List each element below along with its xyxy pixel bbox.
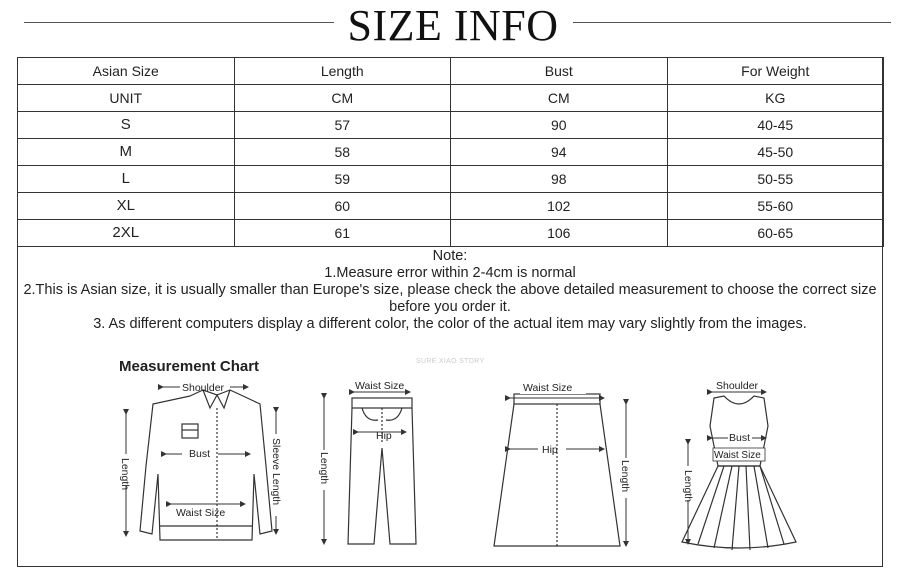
table-cell: 106 (451, 220, 668, 247)
note-line: 3. As different computers display a different color, the color of the actual item may vary slightly from the images. (93, 316, 807, 332)
pants-length-label: Length (318, 452, 330, 485)
table-cell: 60-65 (667, 220, 884, 247)
notes-heading: Note: (432, 248, 468, 264)
page-title: SIZE INFO (347, 1, 559, 50)
table-row (18, 166, 884, 193)
size-cell: S (18, 112, 235, 139)
shirt-sleeve-label: Sleeve Length (270, 438, 282, 506)
table-cell: 90 (451, 112, 668, 139)
table-row (18, 193, 884, 220)
table-cell: 98 (451, 166, 668, 193)
size-table (17, 57, 884, 247)
dress-shoulder-label: Shoulder (716, 380, 759, 392)
table-cell: 40-45 (667, 112, 884, 139)
shirt-shoulder-label: Shoulder (182, 382, 225, 394)
dress-waist-label: Waist Size (714, 450, 761, 461)
header-cell: Bust (451, 58, 668, 85)
measurement-chart (100, 346, 800, 560)
dress-length-label: Length (682, 470, 694, 503)
table-cell: 57 (234, 112, 451, 139)
unit-cell: CM (234, 85, 451, 112)
table-row (18, 112, 884, 139)
table-cell: 59 (234, 166, 451, 193)
pants-diagram (348, 398, 416, 544)
table-row (18, 139, 884, 166)
skirt-length-label: Length (619, 460, 631, 493)
skirt-diagram (494, 394, 620, 546)
shirt-bust-label: Bust (189, 448, 211, 460)
pants-waist-label: Waist Size (355, 380, 405, 392)
pants-hip-label: Hip (376, 430, 392, 442)
table-cell: 102 (451, 193, 668, 220)
table-cell: 55-60 (667, 193, 884, 220)
unit-cell: KG (667, 85, 884, 112)
shirt-length-label: Length (119, 458, 131, 491)
size-cell: XL (18, 193, 235, 220)
table-row (18, 220, 884, 247)
title-divider-left (24, 22, 334, 23)
note-line: 2.This is Asian size, it is usually smaller than Europe's size, please check the above detailed measurement to choose the correct size before you order it. (23, 282, 877, 315)
table-header-row (18, 58, 884, 85)
size-cell: 2XL (18, 220, 235, 247)
table-cell: 58 (234, 139, 451, 166)
header-cell: Length (234, 58, 451, 85)
size-cell: L (18, 166, 235, 193)
pants-measure-lines (324, 392, 410, 544)
table-cell: 45-50 (667, 139, 884, 166)
unit-cell: UNIT (18, 85, 235, 112)
header-cell: Asian Size (18, 58, 235, 85)
skirt-waist-label: Waist Size (523, 382, 573, 394)
skirt-hip-label: Hip (542, 444, 558, 456)
skirt-measure-lines (510, 398, 626, 546)
title-row (0, 0, 901, 52)
table-cell: 94 (451, 139, 668, 166)
dress-bust-label: Bust (729, 432, 751, 444)
size-cell: M (18, 139, 235, 166)
notes-block (18, 248, 882, 333)
garment-diagrams (100, 346, 800, 560)
watermark: SURE XIAO STORY (416, 358, 485, 365)
shirt-waist-label: Waist Size (176, 507, 226, 519)
table-cell: 50-55 (667, 166, 884, 193)
unit-cell: CM (451, 85, 668, 112)
note-line: 1.Measure error within 2-4cm is normal (324, 265, 576, 281)
table-cell: 60 (234, 193, 451, 220)
table-unit-row (18, 85, 884, 112)
table-cell: 61 (234, 220, 451, 247)
title-divider-right (573, 22, 891, 23)
header-cell: For Weight (667, 58, 884, 85)
dress-diagram (682, 396, 796, 550)
chart-title: Measurement Chart (119, 358, 260, 375)
